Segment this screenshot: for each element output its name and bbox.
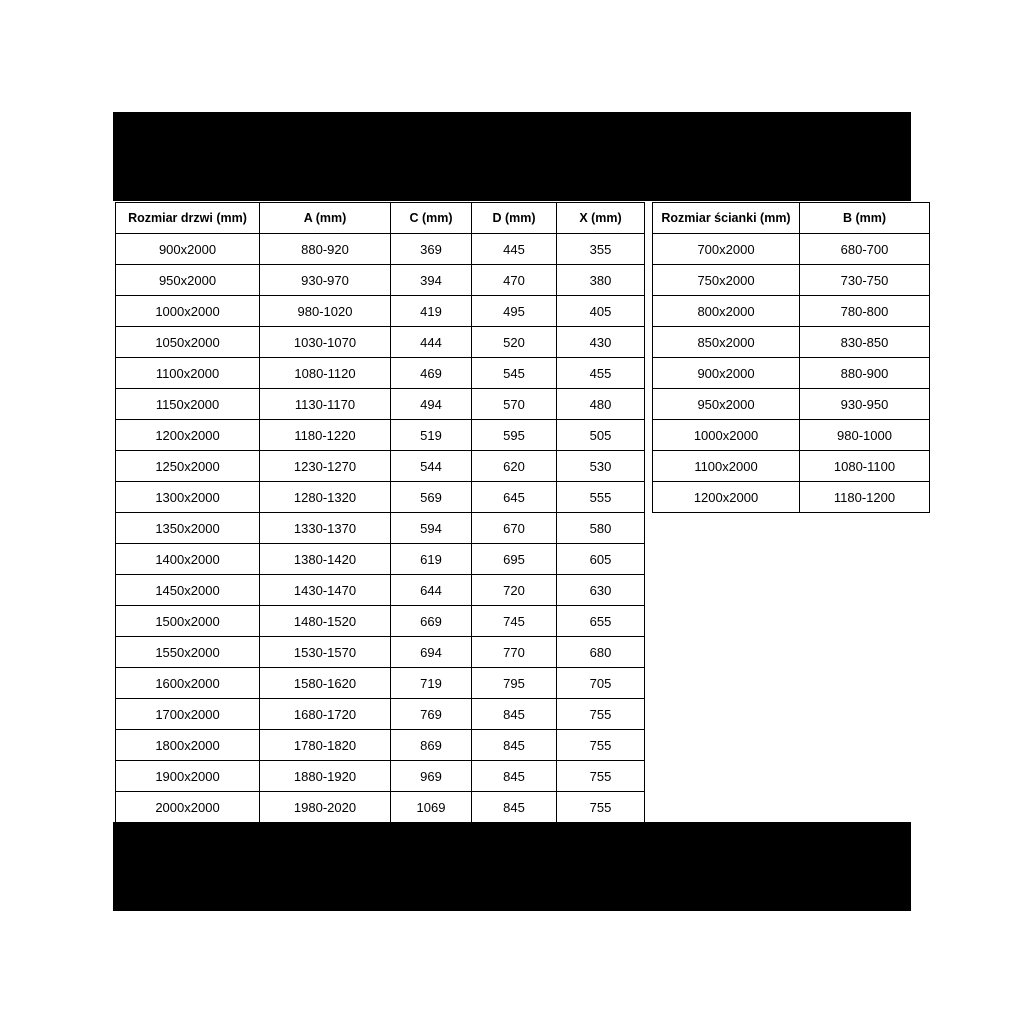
table-cell: 480 <box>557 389 645 420</box>
table-row <box>116 513 645 544</box>
table-cell: 1350x2000 <box>116 513 260 544</box>
table-cell: 469 <box>391 358 472 389</box>
table-cell: 680 <box>557 637 645 668</box>
table-cell: 755 <box>557 730 645 761</box>
table-cell: 1180-1220 <box>260 420 391 451</box>
table-cell: 769 <box>391 699 472 730</box>
table-cell: 745 <box>472 606 557 637</box>
table-cell: 695 <box>472 544 557 575</box>
table-cell: 394 <box>391 265 472 296</box>
column-header: X (mm) <box>557 203 645 234</box>
table-cell: 1800x2000 <box>116 730 260 761</box>
table-row <box>116 668 645 699</box>
table-cell: 1380-1420 <box>260 544 391 575</box>
table-cell: 1430-1470 <box>260 575 391 606</box>
table-cell: 1700x2000 <box>116 699 260 730</box>
table-cell: 1050x2000 <box>116 327 260 358</box>
table-cell: 800x2000 <box>653 296 800 327</box>
table-cell: 1200x2000 <box>116 420 260 451</box>
table-cell: 845 <box>472 730 557 761</box>
table-cell: 630 <box>557 575 645 606</box>
table-cell: 405 <box>557 296 645 327</box>
table-row <box>116 792 645 823</box>
table-row <box>653 451 930 482</box>
table-cell: 1100x2000 <box>116 358 260 389</box>
table-cell: 900x2000 <box>653 358 800 389</box>
table-cell: 1130-1170 <box>260 389 391 420</box>
table-cell: 519 <box>391 420 472 451</box>
table-cell: 594 <box>391 513 472 544</box>
table-header-row <box>653 203 930 234</box>
table-cell: 380 <box>557 265 645 296</box>
table-cell: 1000x2000 <box>653 420 800 451</box>
table-cell: 700x2000 <box>653 234 800 265</box>
table-row <box>653 296 930 327</box>
table-cell: 369 <box>391 234 472 265</box>
table-row <box>116 420 645 451</box>
top-black-banner <box>113 112 911 201</box>
table-cell: 930-970 <box>260 265 391 296</box>
table-row <box>116 296 645 327</box>
table-cell: 845 <box>472 699 557 730</box>
table-cell: 950x2000 <box>116 265 260 296</box>
table-cell: 900x2000 <box>116 234 260 265</box>
table-row <box>116 482 645 513</box>
column-header: Rozmiar ścianki (mm) <box>653 203 800 234</box>
table-row <box>116 389 645 420</box>
table-cell: 605 <box>557 544 645 575</box>
table-cell: 1069 <box>391 792 472 823</box>
table-row <box>116 637 645 668</box>
table-cell: 880-920 <box>260 234 391 265</box>
table-cell: 730-750 <box>800 265 930 296</box>
table-row <box>116 761 645 792</box>
table-cell: 720 <box>472 575 557 606</box>
table-cell: 1100x2000 <box>653 451 800 482</box>
table-cell: 755 <box>557 761 645 792</box>
table-cell: 1680-1720 <box>260 699 391 730</box>
table-cell: 580 <box>557 513 645 544</box>
table-cell: 780-800 <box>800 296 930 327</box>
table-cell: 770 <box>472 637 557 668</box>
table-cell: 455 <box>557 358 645 389</box>
table-cell: 494 <box>391 389 472 420</box>
table-cell: 655 <box>557 606 645 637</box>
table-cell: 1150x2000 <box>116 389 260 420</box>
table-row <box>116 327 645 358</box>
table-cell: 530 <box>557 451 645 482</box>
wall-size-table <box>652 202 930 513</box>
table-cell: 1500x2000 <box>116 606 260 637</box>
table-cell: 1780-1820 <box>260 730 391 761</box>
table-cell: 980-1020 <box>260 296 391 327</box>
table-cell: 1580-1620 <box>260 668 391 699</box>
table-cell: 694 <box>391 637 472 668</box>
table-cell: 644 <box>391 575 472 606</box>
table-cell: 850x2000 <box>653 327 800 358</box>
table-cell: 595 <box>472 420 557 451</box>
table-cell: 705 <box>557 668 645 699</box>
table-cell: 1180-1200 <box>800 482 930 513</box>
table-row <box>116 730 645 761</box>
table-row <box>116 606 645 637</box>
table-cell: 719 <box>391 668 472 699</box>
table-cell: 950x2000 <box>653 389 800 420</box>
table-cell: 1030-1070 <box>260 327 391 358</box>
table-row <box>116 544 645 575</box>
table-cell: 845 <box>472 761 557 792</box>
table-cell: 1300x2000 <box>116 482 260 513</box>
table-cell: 1480-1520 <box>260 606 391 637</box>
table-cell: 669 <box>391 606 472 637</box>
table-cell: 1250x2000 <box>116 451 260 482</box>
table-cell: 1330-1370 <box>260 513 391 544</box>
table-cell: 845 <box>472 792 557 823</box>
table-cell: 445 <box>472 234 557 265</box>
table-cell: 1530-1570 <box>260 637 391 668</box>
table-cell: 570 <box>472 389 557 420</box>
table-cell: 1600x2000 <box>116 668 260 699</box>
table-cell: 830-850 <box>800 327 930 358</box>
table-cell: 1880-1920 <box>260 761 391 792</box>
table-cell: 1550x2000 <box>116 637 260 668</box>
table-cell: 2000x2000 <box>116 792 260 823</box>
table-cell: 1200x2000 <box>653 482 800 513</box>
table-cell: 750x2000 <box>653 265 800 296</box>
table-cell: 1900x2000 <box>116 761 260 792</box>
table-cell: 444 <box>391 327 472 358</box>
table-cell: 1980-2020 <box>260 792 391 823</box>
table-cell: 1230-1270 <box>260 451 391 482</box>
table-row <box>653 234 930 265</box>
table-cell: 980-1000 <box>800 420 930 451</box>
table-row <box>116 265 645 296</box>
table-row <box>116 234 645 265</box>
door-size-table <box>115 202 645 823</box>
table-cell: 1280-1320 <box>260 482 391 513</box>
table-header-row <box>116 203 645 234</box>
table-cell: 1080-1100 <box>800 451 930 482</box>
column-header: B (mm) <box>800 203 930 234</box>
table-cell: 645 <box>472 482 557 513</box>
table-cell: 495 <box>472 296 557 327</box>
table-row <box>653 327 930 358</box>
table-cell: 555 <box>557 482 645 513</box>
table-cell: 430 <box>557 327 645 358</box>
table-cell: 470 <box>472 265 557 296</box>
table-cell: 1080-1120 <box>260 358 391 389</box>
table-row <box>116 575 645 606</box>
table-cell: 1450x2000 <box>116 575 260 606</box>
table-cell: 869 <box>391 730 472 761</box>
table-cell: 355 <box>557 234 645 265</box>
column-header: C (mm) <box>391 203 472 234</box>
table-cell: 930-950 <box>800 389 930 420</box>
table-row <box>116 358 645 389</box>
table-row <box>653 389 930 420</box>
table-cell: 670 <box>472 513 557 544</box>
column-header: Rozmiar drzwi (mm) <box>116 203 260 234</box>
bottom-black-banner <box>113 822 911 911</box>
column-header: A (mm) <box>260 203 391 234</box>
column-header: D (mm) <box>472 203 557 234</box>
table-cell: 680-700 <box>800 234 930 265</box>
table-cell: 795 <box>472 668 557 699</box>
table-row <box>653 265 930 296</box>
table-cell: 520 <box>472 327 557 358</box>
table-cell: 569 <box>391 482 472 513</box>
table-row <box>116 699 645 730</box>
table-cell: 969 <box>391 761 472 792</box>
table-cell: 1000x2000 <box>116 296 260 327</box>
table-row <box>653 358 930 389</box>
table-row <box>653 482 930 513</box>
table-cell: 755 <box>557 699 645 730</box>
table-cell: 545 <box>472 358 557 389</box>
table-row <box>653 420 930 451</box>
table-cell: 755 <box>557 792 645 823</box>
table-cell: 544 <box>391 451 472 482</box>
table-row <box>116 451 645 482</box>
table-cell: 880-900 <box>800 358 930 389</box>
table-cell: 419 <box>391 296 472 327</box>
table-cell: 1400x2000 <box>116 544 260 575</box>
table-cell: 619 <box>391 544 472 575</box>
table-cell: 505 <box>557 420 645 451</box>
table-cell: 620 <box>472 451 557 482</box>
